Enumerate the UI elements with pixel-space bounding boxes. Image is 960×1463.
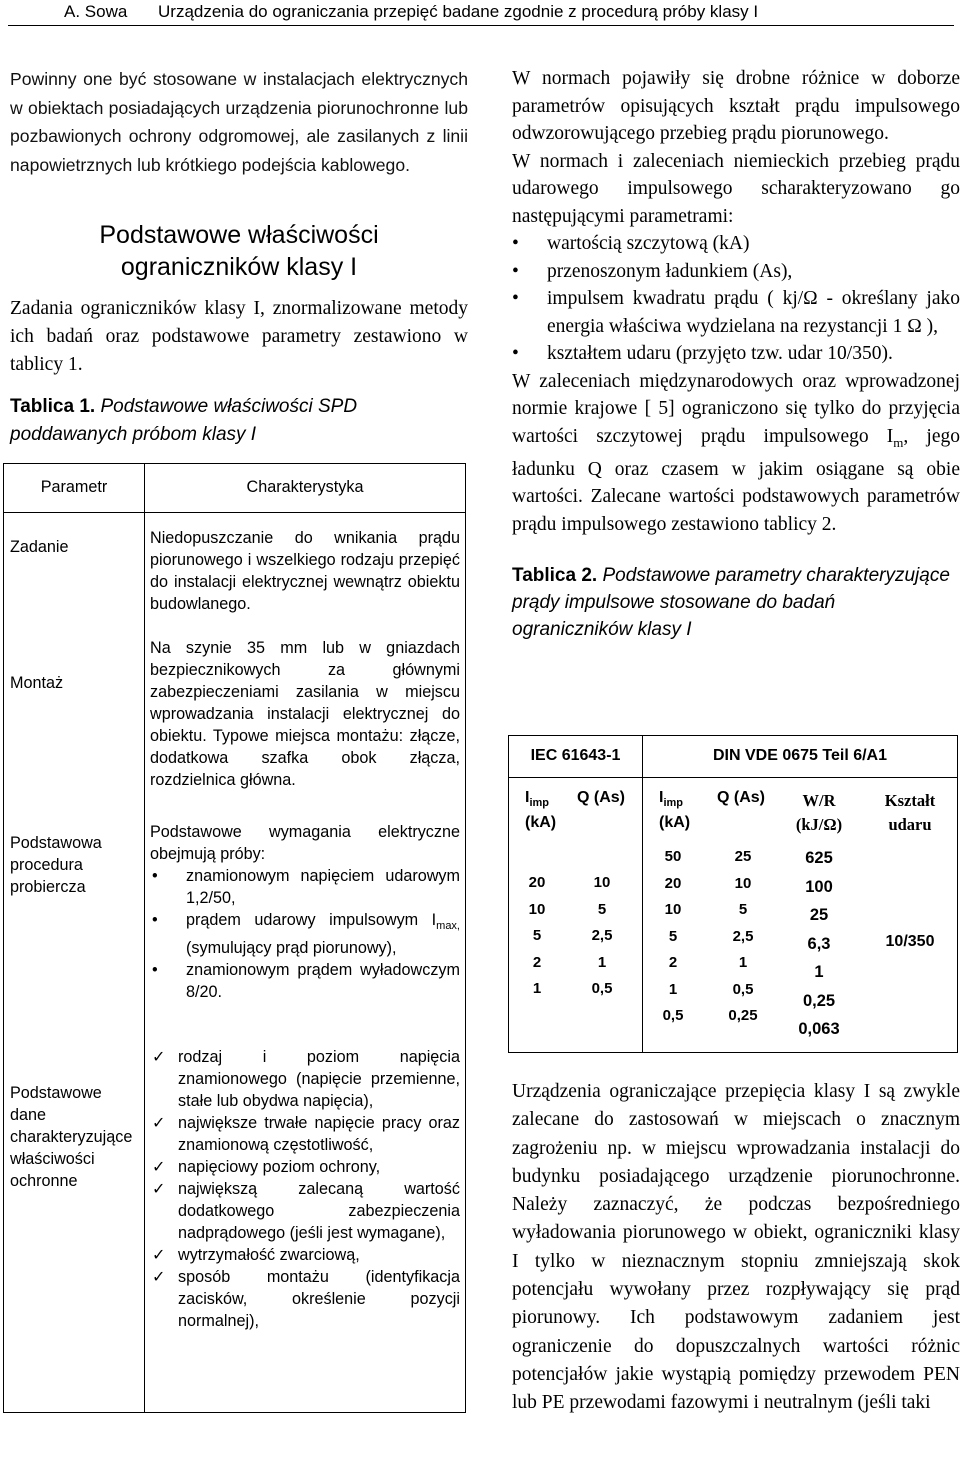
iimp-subscript: imp [663, 797, 684, 810]
list-item-text: wartością szczytową (kA) [547, 233, 750, 254]
iimp-label: I [525, 789, 530, 806]
iimp-subscript: imp [529, 797, 550, 810]
page-header [0, 0, 960, 30]
table-cell: 100 [805, 877, 833, 896]
table1-divider [144, 464, 145, 1412]
iimp-unit: (kA) [525, 814, 557, 832]
list-item [150, 1112, 460, 1156]
right-paragraph-3-a: W zaleceniach międzynarodowych oraz wprowadzonej normie krajowe [ 5] ograniczono się tylko do przyjęcia wartości szczytowej prądu impulsowego I [512, 370, 960, 447]
table1-row3-param: Podstawowa procedura probiercza [10, 834, 102, 896]
table1-header-char: Charakterystyka [246, 478, 364, 496]
checkmark-icon: ✓ [152, 1048, 166, 1066]
table2-group-iec: IEC 61643-1 [530, 747, 621, 764]
right-paragraph-1: W normach pojawiły się drobne różnice w doborze parametrów opisujących kształt prądu impulsowego odwzorowującego przebieg prądu piorunowego. [512, 68, 960, 144]
table-cell: 625 [805, 849, 833, 867]
table2-header-iimp-1 [525, 788, 556, 833]
table-cell: 0,5 [662, 1007, 684, 1024]
checkmark-icon: ✓ [152, 1114, 166, 1132]
checkmark-icon: ✓ [152, 1268, 166, 1286]
table1-header-rule [4, 512, 465, 513]
list-item [150, 1156, 460, 1178]
left-column [10, 65, 468, 449]
table-cell: 10 [664, 901, 682, 918]
list-item [150, 1178, 460, 1244]
checkmark-icon: ✓ [152, 1246, 166, 1264]
table1-row3-intro: Podstawowe wymagania elektryczne obejmują próby: [150, 823, 460, 863]
list-item-text: napięciowy poziom ochrony, [178, 1158, 381, 1176]
table-cell: 2 [532, 953, 542, 971]
table1-row3-list [150, 865, 460, 1003]
table2-col-din-q [721, 844, 765, 1030]
table-cell: 0,5 [732, 980, 754, 998]
table2-group-din: DIN VDE 0675 Teil 6/A1 [713, 747, 887, 764]
right-paragraph-3-subscript: m [893, 434, 904, 450]
list-item-text: wytrzymałość zwarciową, [178, 1246, 360, 1264]
list-item [150, 1244, 460, 1266]
table-cell: 0,25 [728, 1007, 758, 1024]
table1-row1-param: Zadanie [10, 538, 69, 556]
list-item-text: sposób montażu (identyfikacja zacisków, określenie pozycji normalnej), [178, 1268, 460, 1330]
shape-label-2: udaru [888, 815, 932, 834]
wr-unit: (kJ/Ω) [795, 815, 843, 834]
table2-header-q-2: Q (As) [717, 789, 765, 806]
intro-paragraph: Powinny one być stosowane w instalacjach elektrycznych w obiektach posiadających urządzenia piorunochronne lub pozbawionych ochrony odgromowej, ale zasilanych z linii napowietrznych lub krótkiego podejścia kablowego. [10, 69, 468, 175]
list-item [150, 959, 460, 1003]
table2-caption-text: Podstawowe parametry charakteryzujące prądy impulsowe stosowane do badań ograniczników klasy I [512, 565, 950, 641]
table2-group-divider [642, 736, 643, 1052]
table-cell: 6,3 [807, 934, 831, 953]
list-item-text: największe trwałe napięcie pracy oraz znamionową częstotliwość, [178, 1114, 460, 1154]
wr-label: W/R [802, 791, 836, 810]
table2-col-din-wr [787, 844, 851, 1044]
right-bullet-list [512, 230, 960, 368]
right-column [512, 65, 960, 643]
right-paragraph-3-b: , jego ładunku Q oraz czasem w jakim osiągane są obie wartości. Zalecane wartości podstawowych parametrów prądu impulsowego zestawiono tablicy 2. [512, 425, 960, 535]
table1-row4-list [150, 1046, 460, 1332]
table1-header-param: Parametr [40, 478, 108, 496]
table1-caption-label: Tablica 1. [10, 396, 96, 417]
table2-header-q-1: Q (As) [577, 789, 625, 806]
list-item [150, 1266, 460, 1332]
table2-header-iimp-2 [659, 788, 690, 833]
iimp-unit: (kA) [659, 814, 691, 832]
table2 [508, 735, 958, 1053]
table1-row4-param: Podstawowe dane charakteryzujące właściwości ochronne [10, 1084, 133, 1190]
list-item [512, 258, 960, 286]
bullet-dot-icon: • [512, 288, 519, 309]
iimp-label: I [659, 789, 664, 806]
table2-caption [512, 562, 960, 643]
list-item [512, 340, 960, 368]
table-cell: 10 [734, 874, 752, 892]
table2-caption-label: Tablica 2. [512, 565, 598, 587]
list-item-text: impulsem kwadratu prądu ( kj/Ω - określany jako energia właściwa wydzielana na rezystancji 1 Ω ), [547, 288, 960, 337]
table1-row2-param: Montaż [10, 674, 64, 692]
bullet-dot-icon: • [152, 961, 158, 980]
list-item-text-rest: (symulujący prąd piorunowy), [186, 939, 397, 958]
table-cell: 1 [532, 980, 542, 997]
table-cell: 20 [664, 874, 682, 892]
shape-label-1: Kształt [884, 791, 936, 810]
list-item [150, 909, 460, 959]
table1-row4-value [150, 1046, 460, 1332]
list-item-subscript: max, [436, 920, 460, 933]
table-cell: 2,5 [732, 927, 754, 945]
header-rule [8, 25, 954, 26]
table1-caption [10, 393, 468, 449]
table-cell: 5 [532, 927, 542, 944]
table-cell: 5 [738, 901, 748, 918]
list-item-text: największą zalecaną wartość dodatkowego zabezpieczenia nadprądowego (jeśli jest wymagane), [178, 1180, 460, 1242]
list-item-text: znamionowym napięciem udarowym 1,2/50, [186, 867, 460, 907]
table-cell: 5 [668, 927, 678, 945]
table1-caption-text: Podstawowe właściwości SPD poddawanych próbom klasy I [10, 396, 358, 445]
table2-header-wr [779, 789, 859, 837]
bullet-dot-icon: • [512, 233, 519, 254]
header-author: A. Sowa [64, 2, 128, 21]
section-heading [10, 219, 468, 283]
table-cell: 0,063 [798, 1020, 840, 1038]
checkmark-icon: ✓ [152, 1158, 166, 1176]
bullet-dot-icon: • [512, 343, 519, 364]
table2-header-rule [509, 777, 957, 778]
table-cell: 2,5 [591, 927, 613, 944]
table1-row2-value: Na szynie 35 mm lub w gniazdach bezpiecznikowych za głównymi zabezpieczeniami zasilania w miejscu wprowadzania instalacji elektrycznej do obiektu. Typowe miejsca montażu: złącze, dodatkowa szafka obok złącza, rozdzielnica główna. [150, 639, 460, 789]
right-paragraph-2: W normach i zaleceniach niemieckich przebieg prądu udarowego impulsowego scharakteryzowano go następującymi parametrami: [512, 150, 960, 227]
table1-intro-paragraph: Zadania ograniczników klasy I, znormalizowane metody ich badań oraz podstawowe parametry zestawiono w tablicy 1. [10, 298, 468, 375]
right-paragraph-3 [512, 368, 960, 539]
list-item [150, 865, 460, 909]
header-title: Urządzenia do ograniczania przepięć badane zgodnie z procedurą próby klasy I [158, 2, 759, 21]
list-item-text: prądem udarowy impulsowym I [186, 911, 437, 929]
table-cell: 5 [597, 900, 607, 918]
table2-col-iec-iimp [519, 870, 555, 1003]
checkmark-icon: ✓ [152, 1180, 166, 1198]
table-cell: 25 [734, 848, 752, 865]
table-cell: 10 [593, 874, 611, 891]
section-heading-line2: ograniczników klasy I [120, 253, 358, 281]
table-cell: 1 [738, 954, 748, 971]
table1-row3-value [150, 821, 460, 1003]
list-item-text: przenoszonym ładunkiem (As), [547, 260, 793, 282]
list-item-text: rodzaj i poziom napięcia znamionowego (napięcie przemienne, stałe lub obydwa napięcia), [178, 1048, 460, 1110]
table1-row1-value: Niedopuszczanie do wnikania prądu piorunowego i wszelkiego rodzaju przepięć do instalacji elektrycznej wewnątrz obiektu budowlanego. [150, 529, 460, 613]
bullet-dot-icon: • [152, 911, 158, 929]
list-item-text: znamionowym prądem wyładowczym 8/20. [186, 961, 460, 1002]
table-cell: 0,5 [591, 980, 613, 997]
table2-col-din-iimp [655, 844, 691, 1030]
list-item [512, 230, 960, 258]
table2-header-shape [865, 789, 955, 837]
table-cell: 10 [528, 900, 546, 918]
list-item [512, 285, 960, 340]
table-cell: 0,25 [802, 991, 836, 1010]
section-heading-line1: Podstawowe właściwości [99, 221, 379, 249]
table-cell: 2 [668, 954, 678, 971]
bullet-dot-icon: • [152, 867, 158, 885]
bottom-right-paragraph: Urządzenia ograniczające przepięcia klasy I są zwykle zalecane do zastosowań w miejscach o znacznym zagrożeniu np. w miejscu wprowadzania instalacji do budynku posiadającego urządzenie piorunochronne. Należy zaznaczyć, że podczas bezpośredniego wyładowania piorunowego w obiekt, ograniczniki klasy I tylko w nieznacznym stopniu zmniejszają skok potencjału wywołany przez rozpływający się prąd piorunowy. Ich podstawowym zadaniem jest ograniczenie do dopuszczalnych wartości różnic potencjałów jakie wystąpią pomiędzy przewodem PEN lub PE przewodami fazowymi i neutralnym (jeśli taki [512, 1081, 960, 1414]
list-item [150, 1046, 460, 1112]
table-cell: 1 [814, 963, 824, 981]
bullet-dot-icon: • [512, 260, 519, 282]
table-cell: 1 [668, 980, 678, 998]
table2-col-shape: 10/350 [885, 933, 935, 950]
table-cell: 25 [809, 906, 829, 924]
table1 [3, 463, 466, 1413]
table-cell: 1 [597, 953, 607, 971]
table2-col-iec-q [581, 870, 623, 1003]
list-item-text: kształtem udaru (przyjęto tzw. udar 10/350). [547, 343, 893, 364]
table-cell: 50 [664, 848, 682, 865]
table-cell: 20 [528, 874, 546, 891]
